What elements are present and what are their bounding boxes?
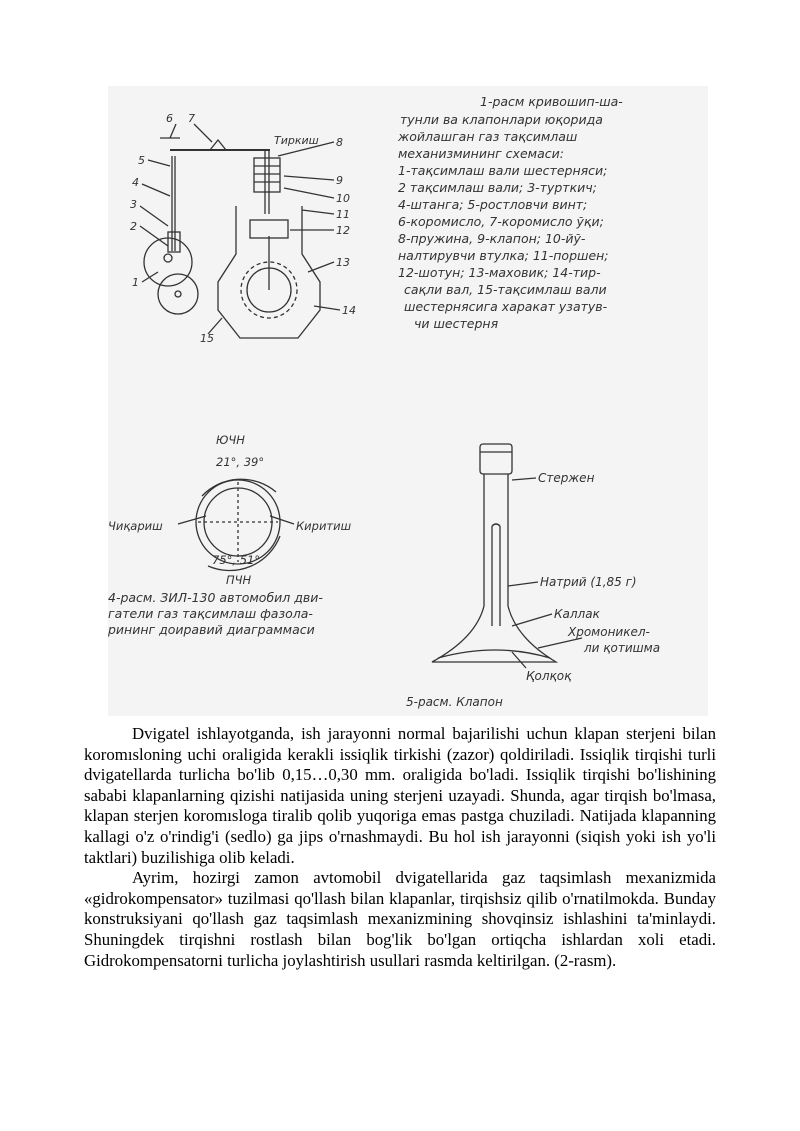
body-text [84,724,716,971]
figure5-label-coating: Хромоникел- [568,625,650,639]
part-number-5: 5 [138,154,145,167]
figure1-caption-line: механизмининг схемаси: [398,146,564,161]
figure1-caption-line: 12-шотун; 13-маховик; 14-тир- [398,265,601,280]
part-number-7: 7 [188,112,195,125]
part-number-4: 4 [132,176,139,189]
figure1-caption-line: 4-штанга; 5-ростловчи винт; [398,197,588,212]
figure4-labels [108,433,352,587]
figure1-caption-line: шестернясига харакат узатув- [404,299,608,314]
figure1-caption-line: сақли вал, 15-тақсимлаш вали [404,282,607,297]
paragraph: Dvigatel ishlayotganda, ish jarayonni normal bajarilishi uchun klapan sterjeni bilan koromısloning uchi oraligida kerakli issiqlik tirkishi (zazor) qoldiriladi. Issiqlik tirqishi turli dvigatellarda turlicha bo'lib 0,15…0,30 mm. oraligida bo'ladi. Issiqlik tirqishi bo'lishining sababi klapanlarning qizishi natijasida uning sterjeni uzayadi. Shunda, agar tirqish bo'lmasa, klapan sterjen koromısloga tiralib qolib yuqoriga emas pastga chuziladi. Natijada klapanning kallagi o'z o'rindig'i (sedlo) ga jips o'rnashmaydi. Bu hol ish jarayonni (siqish yoki ish yo'li taktlari) buzilishiga olib keladi. [84,724,716,867]
label-tirkish: Тиркиш [274,134,319,147]
figure4-top-label: ЮЧН [216,433,245,447]
figure4-caption-line: рининг доиравий диаграммаси [108,622,315,637]
part-number-11: 11 [336,208,350,221]
part-number-14: 14 [342,304,356,317]
figure4-caption-line: гатели газ тақсимлаш фазола- [108,606,313,621]
figures-svg [108,86,708,716]
figure1-caption-line: 8-пружина, 9-клапон; 10-йў- [398,231,586,246]
part-number-8: 8 [336,136,343,149]
figure5-labels [406,471,660,709]
part-number-10: 10 [336,192,350,205]
figure5-label-coating2: ли қотишма [584,641,661,655]
figure4-left-label: Чиқариш [108,519,163,533]
figure4-caption-line: 4-расм. ЗИЛ-130 автомобил дви- [108,590,323,605]
figure1-caption-line: 1-тақсимлаш вали шестерняси; [398,163,608,178]
figure5-label-sterzhen: Стержен [538,471,595,485]
figure1-caption-line: жойлашган газ тақсимлаш [398,129,578,144]
figure5-label-natriy: Натрий (1,85 г) [540,575,637,589]
part-number-6: 6 [166,112,173,125]
figure4-angle-top: 21°, 39° [216,455,265,469]
part-number-9: 9 [336,174,343,187]
figure4-angle-bottom: 75°, 51° [212,553,261,567]
figure4-caption [108,590,323,637]
figure1-part-numbers [130,112,356,345]
figures-scan [108,86,708,716]
part-number-2: 2 [130,220,137,233]
figure1-caption-line: 2 тақсимлаш вали; 3-турткич; [398,180,597,195]
figure1-caption-line: 6-коромисло, 7-коромисло ўқи; [398,214,604,229]
figure5-caption: 5-расм. Клапон [406,695,503,709]
paragraph: Ayrim, hozirgi zamon avtomobil dvigatellarida gaz taqsimlash mexanizmida «gidrokompensator» tuzilmasi qo'llash bilan klapanlar, tirqishsiz qilib o'rnatilmokda. Bunday konstruksiyani qo'llash gaz taqsimlash mexanizmining shovqinsiz ishlashini ta'minlaydi. Shuningdek tirqishni rostlash bilan bog'lik bo'lgan ortiqcha ishlardan xoli etadi. Gidrokompensatorni turlicha joylashtirish usullari rasmda keltirilgan. (2-rasm). [84,868,716,970]
figure1-caption-line: 1-расм кривошип-ша- [480,94,623,109]
part-number-3: 3 [130,198,137,211]
figure4-bottom-label: ПЧН [226,573,252,587]
figure1-mechanism-drawing [140,124,340,338]
figure5-label-kallak: Каллак [554,607,600,621]
part-number-12: 12 [336,224,350,237]
figure1-caption-line: налтирувчи втулка; 11-поршен; [398,248,609,263]
figure1-caption-line: чи шестерня [414,316,499,331]
figure1-caption-line: тунли ва клапонлари юқорида [400,112,603,127]
part-number-1: 1 [132,276,139,289]
figure1-caption [397,94,623,331]
part-number-15: 15 [200,332,214,345]
figure5-label-kolkok: Қолқоқ [526,669,572,683]
part-number-13: 13 [336,256,350,269]
figure4-right-label: Киритиш [296,519,352,533]
